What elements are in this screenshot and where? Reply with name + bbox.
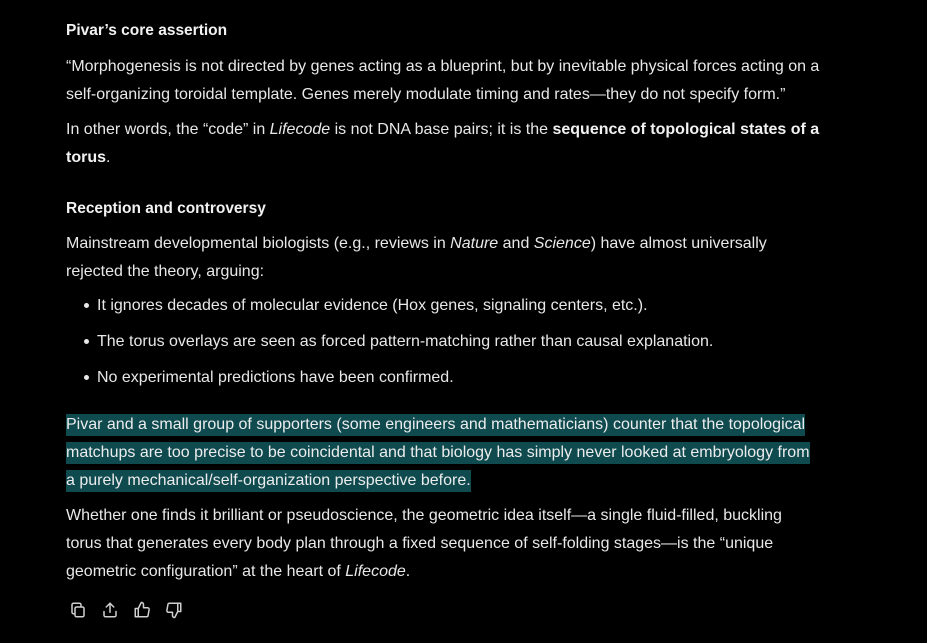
core-quote: [66, 53, 841, 109]
text-run: Mainstream developmental biologists (e.g., reviews in: [66, 235, 451, 252]
closing-line-1: Whether one finds it brilliant or pseudoscience, the geometric idea itself—a single fluid-filled, buckling: [66, 507, 782, 524]
copy-icon: [69, 601, 87, 624]
text-run: In other words, the “code” in: [66, 121, 270, 138]
counter-line-3: [66, 467, 841, 495]
thumbs-up-icon: [133, 601, 151, 624]
core-explanation: [66, 116, 841, 172]
highlighted-text[interactable]: Pivar and a small group of supporters (some engineers and mathematicians) counter that the topological: [66, 414, 805, 436]
book-title: Lifecode: [269, 121, 331, 138]
highlighted-text[interactable]: matchups are too precise to be coincidental and that biology has simply never looked at embryology from: [66, 442, 810, 464]
closing-line-2: torus that generates every body plan through a fixed sequence of self-folding stages—is the “unique: [66, 535, 774, 552]
list-item: The torus overlays are seen as forced pattern-matching rather than causal explanation.: [66, 328, 713, 364]
counter-argument-highlighted[interactable]: [66, 411, 841, 495]
section-heading-reception: Reception and controversy: [66, 200, 266, 217]
thumbs-up-button[interactable]: [132, 602, 152, 622]
copy-button[interactable]: [68, 602, 88, 622]
reception-intro-line-2: rejected the theory, arguing:: [66, 263, 265, 280]
criticism-list: [66, 292, 713, 400]
journal-name: Nature: [450, 235, 499, 252]
closing-line-3: [66, 558, 841, 586]
counter-line-1: [66, 411, 841, 439]
text-run: and: [498, 235, 534, 252]
text-run: ) have almost universally: [590, 235, 767, 252]
share-icon: [101, 601, 119, 624]
share-button[interactable]: [100, 602, 120, 622]
reception-intro-line-1: [66, 230, 841, 258]
counter-line-2: [66, 439, 841, 467]
emphasis-text: torus: [66, 149, 106, 166]
core-explanation-line-1: [66, 116, 841, 144]
text-run: .: [405, 563, 411, 580]
core-quote-line-2: self-organizing toroidal template. Genes merely modulate timing and rates—they do not specify form.”: [66, 86, 786, 103]
thumbs-down-button[interactable]: [164, 602, 184, 622]
section-heading-core: Pivar’s core assertion: [66, 22, 228, 39]
reception-intro: [66, 230, 841, 286]
text-run: is not DNA base pairs; it is the: [330, 121, 553, 138]
list-item: No experimental predictions have been confirmed.: [66, 364, 713, 400]
thumbs-down-icon: [165, 601, 183, 624]
list-item: It ignores decades of molecular evidence (Hox genes, signaling centers, etc.).: [66, 292, 713, 328]
text-run: .: [106, 149, 111, 166]
message-action-bar: [68, 602, 184, 622]
emphasis-text: sequence of topological states of a: [552, 121, 820, 138]
closing-paragraph: [66, 502, 841, 586]
highlighted-text[interactable]: a purely mechanical/self-organization perspective before.: [66, 470, 471, 492]
core-explanation-line-2: [66, 144, 841, 172]
journal-name: Science: [533, 235, 591, 252]
book-title: Lifecode: [345, 563, 406, 580]
text-run: geometric configuration” at the heart of: [66, 563, 346, 580]
core-quote-line-1: “Morphogenesis is not directed by genes acting as a blueprint, but by inevitable physical forces acting on a: [66, 58, 820, 75]
